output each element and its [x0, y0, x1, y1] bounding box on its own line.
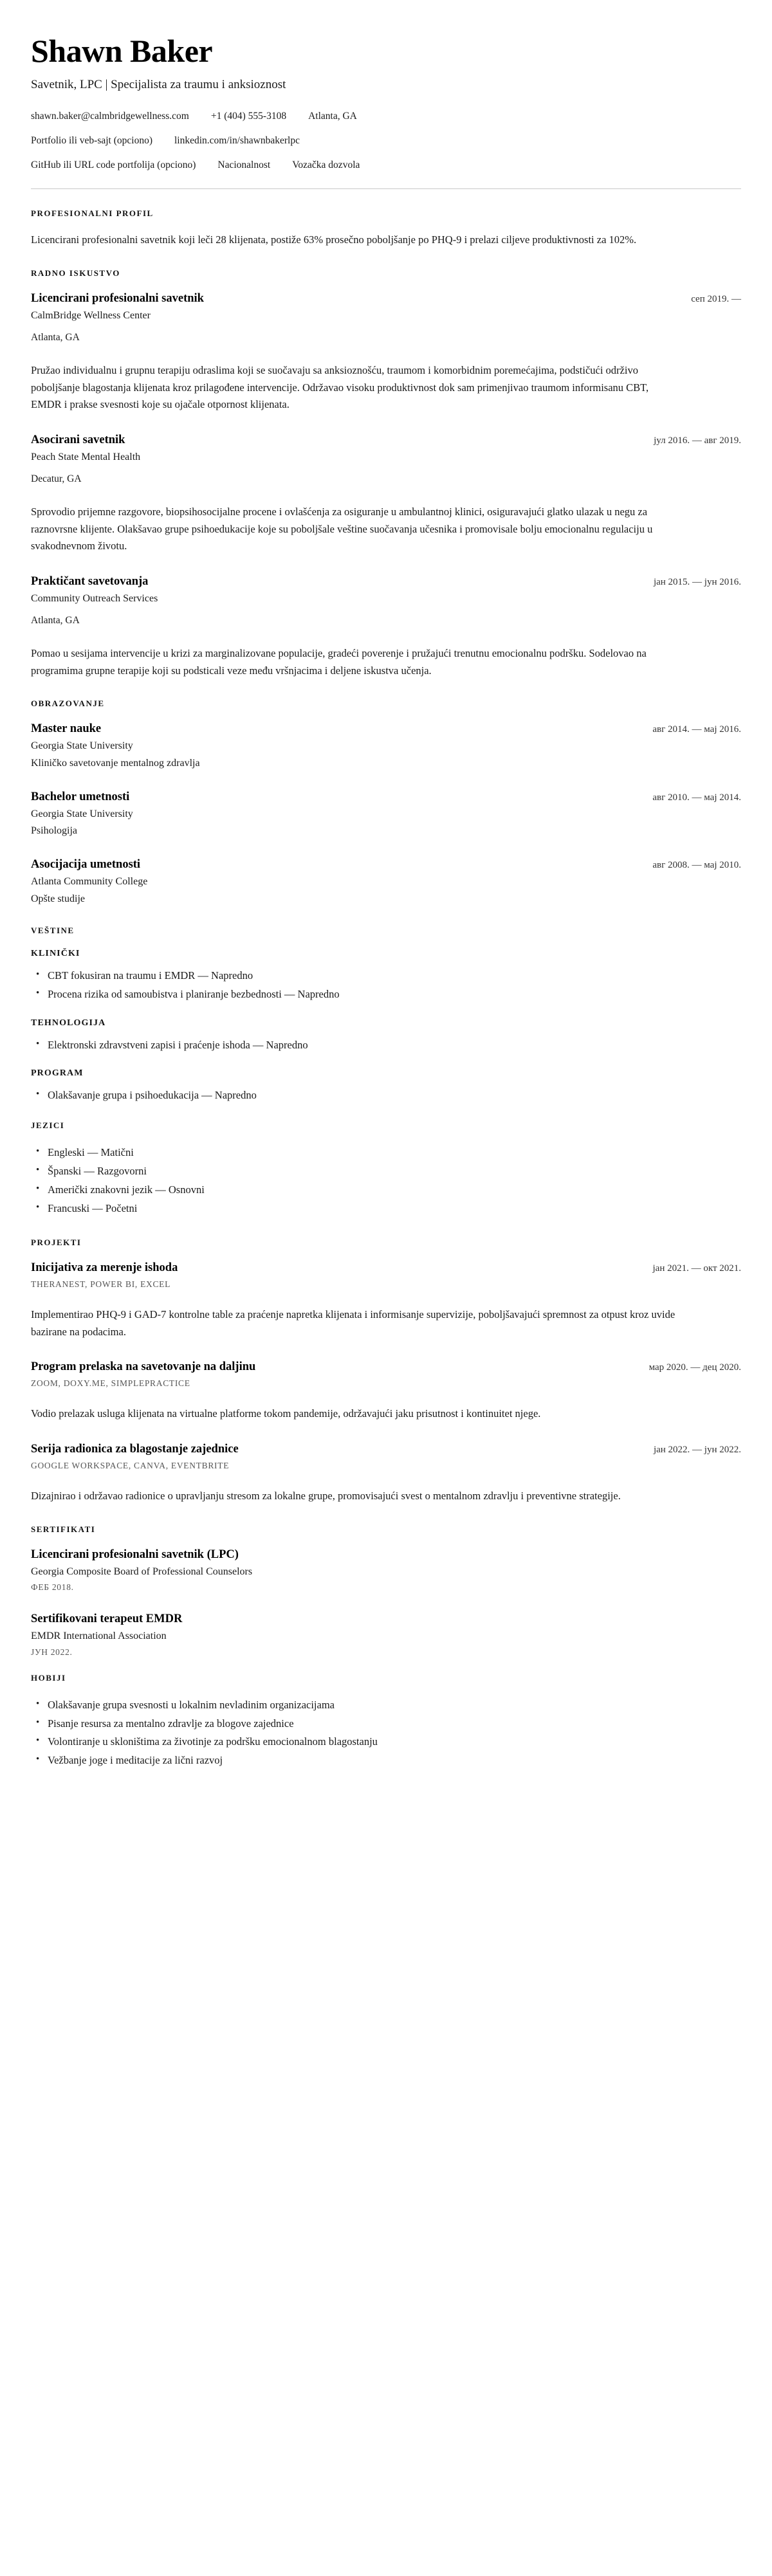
experience-entry-head — [31, 433, 741, 448]
section-hobbies — [31, 1673, 741, 1771]
header-divider — [31, 188, 741, 189]
job-title: Asocirani savetnik — [31, 434, 125, 447]
degree-title: Bachelor umetnosti — [31, 790, 130, 803]
contact-row-3 — [31, 159, 741, 172]
school-name: Georgia State University — [31, 740, 133, 752]
skill-group-program — [31, 1068, 741, 1105]
hobby-item: • Volontiranje u skloništima za životinje za podršku emocionalnom blagostanju — [48, 1733, 741, 1751]
contact-linkedin[interactable]: linkedin.com/in/shawnbakerlpc — [174, 134, 300, 146]
project-entry — [31, 1442, 741, 1505]
language-item: • Španski — Razgovorni — [48, 1162, 741, 1181]
skill-group-title: KLINIČKI — [31, 948, 80, 958]
project-description: Implementirao PHQ-9 i GAD-7 kontrolne table za praćenje napretka klijenata i informisanje supervizije, poboljšavajući spremnost za otpust kroz uvide bazirane na podacima. — [31, 1308, 676, 1338]
job-title: Praktičant savetovanja — [31, 575, 149, 589]
education-entry — [31, 790, 741, 839]
job-description: Pružao individualnu i grupnu terapiju odraslima koji se suočavaju sa anksioznošću, traumom i komorbidnim poremećajima, podstičući održivo poboljšanje blagostanja klijenata kroz prilagođene intervencije. Održavao visoku produktivnost dok sam primenjivao traumom informisanu CBT, EMDR i prakse svesnosti koje su ojačale otpornost klijenata. — [31, 363, 649, 411]
contact-github[interactable]: GitHub ili URL code portfolija (opciono) — [31, 159, 196, 170]
skill-group-clinical — [31, 949, 741, 1004]
skill-list — [31, 1086, 741, 1105]
skill-item: • Elektronski zdravstveni zapisi i praćenje ishoda — Napredno — [48, 1036, 741, 1055]
section-skills — [31, 926, 741, 1106]
section-title-profile: PROFESIONALNI PROFIL — [31, 208, 154, 219]
experience-entry — [31, 433, 741, 555]
language-item: • Francuski — Početni — [48, 1200, 741, 1218]
skill-item: • Olakšavanje grupa i psihoedukacija — Napredno — [48, 1086, 741, 1105]
contact-row-1 — [31, 110, 741, 123]
section-profile — [31, 208, 741, 249]
candidate-name: Shawn Baker — [31, 33, 213, 69]
hobby-item: • Olakšavanje grupa svesnosti u lokalnim nevladinim organizacijama — [48, 1696, 741, 1715]
skill-group-title: TEHNOLOGIJA — [31, 1018, 106, 1028]
certificate-date: ФЕБ 2018. — [31, 1582, 74, 1593]
job-date: јан 2015. — јун 2016. — [653, 577, 741, 588]
project-title: Serija radionica za blagostanje zajednice — [31, 1443, 239, 1456]
job-company: Peach State Mental Health — [31, 452, 141, 463]
experience-entry — [31, 291, 741, 414]
contact-email[interactable]: shawn.baker@calmbridgewellness.com — [31, 110, 189, 122]
project-entry-head — [31, 1261, 741, 1275]
project-date: јан 2021. — окт 2021. — [652, 1263, 741, 1274]
school-name: Atlanta Community College — [31, 876, 148, 888]
education-entry-head — [31, 722, 741, 736]
resume-header — [31, 33, 741, 172]
certificate-title: Licencirani profesionalni savetnik (LPC) — [31, 1548, 239, 1562]
contact-location: Atlanta, GA — [308, 110, 357, 122]
certificate-title: Sertifikovani terapeut EMDR — [31, 1612, 183, 1626]
certificate-date: ЈУН 2022. — [31, 1647, 73, 1657]
job-description: Pomao u sesijama intervencije u krizi za marginalizovane populacije, gradeći poverenje i pružajući trenutnu emocionalnu podršku. Sodelovao na programima grupne terapije koji su podsticali veze među vršnjacima i deljene iskustva učenja. — [31, 646, 647, 677]
project-entry — [31, 1261, 741, 1341]
section-title-experience: RADNO ISKUSTVO — [31, 268, 120, 279]
section-experience — [31, 268, 741, 679]
hobby-list — [31, 1696, 741, 1771]
certificate-issuer: Georgia Composite Board of Professional Counselors — [31, 1566, 253, 1578]
job-location: Atlanta, GA — [31, 615, 80, 626]
education-entry — [31, 722, 741, 771]
project-date: јан 2022. — јун 2022. — [653, 1445, 741, 1456]
section-title-hobbies: HOBIJI — [31, 1672, 66, 1683]
job-description: Sprovodio prijemne razgovore, biopsihosocijalne procene i ovlašćenja za osiguranje u ambulantnoj klinici, osiguravajući glatko ulazak u negu za raznovrsne klijente. Olakšavao grupe psihoedukacije koje su poboljšale veštine suočavanja učesnika i promovisale bolju emocionalnu regulaciju u svakodnevnom životu. — [31, 505, 653, 553]
project-date: мар 2020. — дец 2020. — [648, 1362, 741, 1373]
degree-title: Master nauke — [31, 722, 102, 736]
field-of-study: Psihologija — [31, 825, 78, 837]
section-languages — [31, 1120, 741, 1218]
certificate-entry — [31, 1612, 741, 1657]
section-certificates — [31, 1524, 741, 1658]
hobby-item: • Pisanje resursa za mentalno zdravlje za blogove zajednice — [48, 1715, 741, 1733]
section-title-certificates: SERTIFIKATI — [31, 1524, 96, 1535]
contact-phone[interactable]: +1 (404) 555-3108 — [210, 110, 287, 122]
project-description: Dizajnirao i održavao radionice o upravljanju stresom za lokalne grupe, promovisajući svest o mentalnom zdravlju i preventivne strategije. — [31, 1490, 621, 1503]
job-date: јул 2016. — авг 2019. — [654, 435, 741, 446]
degree-date: авг 2008. — мај 2010. — [652, 860, 741, 871]
project-tech: THERANEST, POWER BI, EXCEL — [31, 1279, 171, 1289]
profile-summary: Licencirani profesionalni savetnik koji leči 28 klijenata, postiže 63% prosečno poboljšanje po PHQ-9 i prelazi ciljeve produktivnosti za 102%. — [31, 233, 637, 246]
degree-date: авг 2010. — мај 2014. — [652, 792, 741, 803]
candidate-headline: Savetnik, LPC | Specijalista za traumu i anksioznost — [31, 78, 286, 91]
language-item: • Američki znakovni jezik — Osnovni — [48, 1181, 741, 1200]
project-entry — [31, 1360, 741, 1423]
section-title-skills: VEŠTINE — [31, 925, 75, 935]
skill-list — [31, 967, 741, 1004]
language-item: • Engleski — Matični — [48, 1144, 741, 1162]
skill-group-title: PROGRAM — [31, 1068, 84, 1079]
job-company: CalmBridge Wellness Center — [31, 310, 151, 322]
certificate-entry — [31, 1548, 741, 1593]
degree-date: авг 2014. — мај 2016. — [652, 724, 741, 735]
skill-group-technology — [31, 1018, 741, 1055]
field-of-study: Kliničko savetovanje mentalnog zdravlja — [31, 757, 200, 769]
education-entry-head — [31, 857, 741, 872]
section-projects — [31, 1238, 741, 1505]
experience-entry-head — [31, 291, 741, 306]
section-education — [31, 699, 741, 906]
project-entry-head — [31, 1442, 741, 1457]
section-title-education: OBRAZOVANJE — [31, 699, 105, 709]
language-list — [31, 1144, 741, 1218]
experience-entry-head — [31, 574, 741, 589]
project-entry-head — [31, 1360, 741, 1375]
project-description: Vodio prelazak usluga klijenata na virtualne platforme tokom pandemije, održavajući jaku prisutnost i kontinuitet njege. — [31, 1407, 541, 1420]
contact-drivers-license: Vozačka dozvola — [292, 159, 360, 170]
project-tech: GOOGLE WORKSPACE, CANVA, EVENTBRITE — [31, 1461, 230, 1471]
education-entry — [31, 857, 741, 906]
job-title: Licencirani profesionalni savetnik — [31, 292, 204, 306]
spacer — [31, 1109, 741, 1120]
certificate-issuer: EMDR International Association — [31, 1631, 167, 1642]
spacer — [31, 1661, 741, 1673]
school-name: Georgia State University — [31, 808, 133, 819]
contact-nationality: Nacionalnost — [217, 159, 271, 170]
project-title: Program prelaska na savetovanje na daljinu — [31, 1360, 256, 1374]
experience-entry — [31, 574, 741, 679]
hobby-item: • Vežbanje joge i meditacije za lični razvoj — [48, 1751, 741, 1770]
education-entry-head — [31, 790, 741, 805]
section-title-languages: JEZICI — [31, 1120, 65, 1131]
job-date: сеп 2019. — — [691, 294, 741, 305]
contact-portfolio[interactable]: Portfolio ili veb-sajt (opciono) — [31, 134, 152, 146]
contact-row-2 — [31, 134, 741, 148]
section-title-projects: PROJEKTI — [31, 1237, 82, 1247]
job-company: Community Outreach Services — [31, 593, 158, 605]
job-location: Decatur, GA — [31, 473, 82, 485]
field-of-study: Opšte studije — [31, 893, 85, 904]
degree-title: Asocijacija umetnosti — [31, 858, 141, 872]
skill-item: • Procena rizika od samoubistva i planiranje bezbednosti — Napredno — [48, 985, 741, 1004]
skill-item: • CBT fokusiran na traumu i EMDR — Napredno — [48, 967, 741, 985]
project-title: Inicijativa za merenje ishoda — [31, 1261, 178, 1274]
project-tech: ZOOM, DOXY.ME, SIMPLEPRACTICE — [31, 1378, 190, 1389]
job-location: Atlanta, GA — [31, 332, 80, 343]
skill-list — [31, 1036, 741, 1055]
